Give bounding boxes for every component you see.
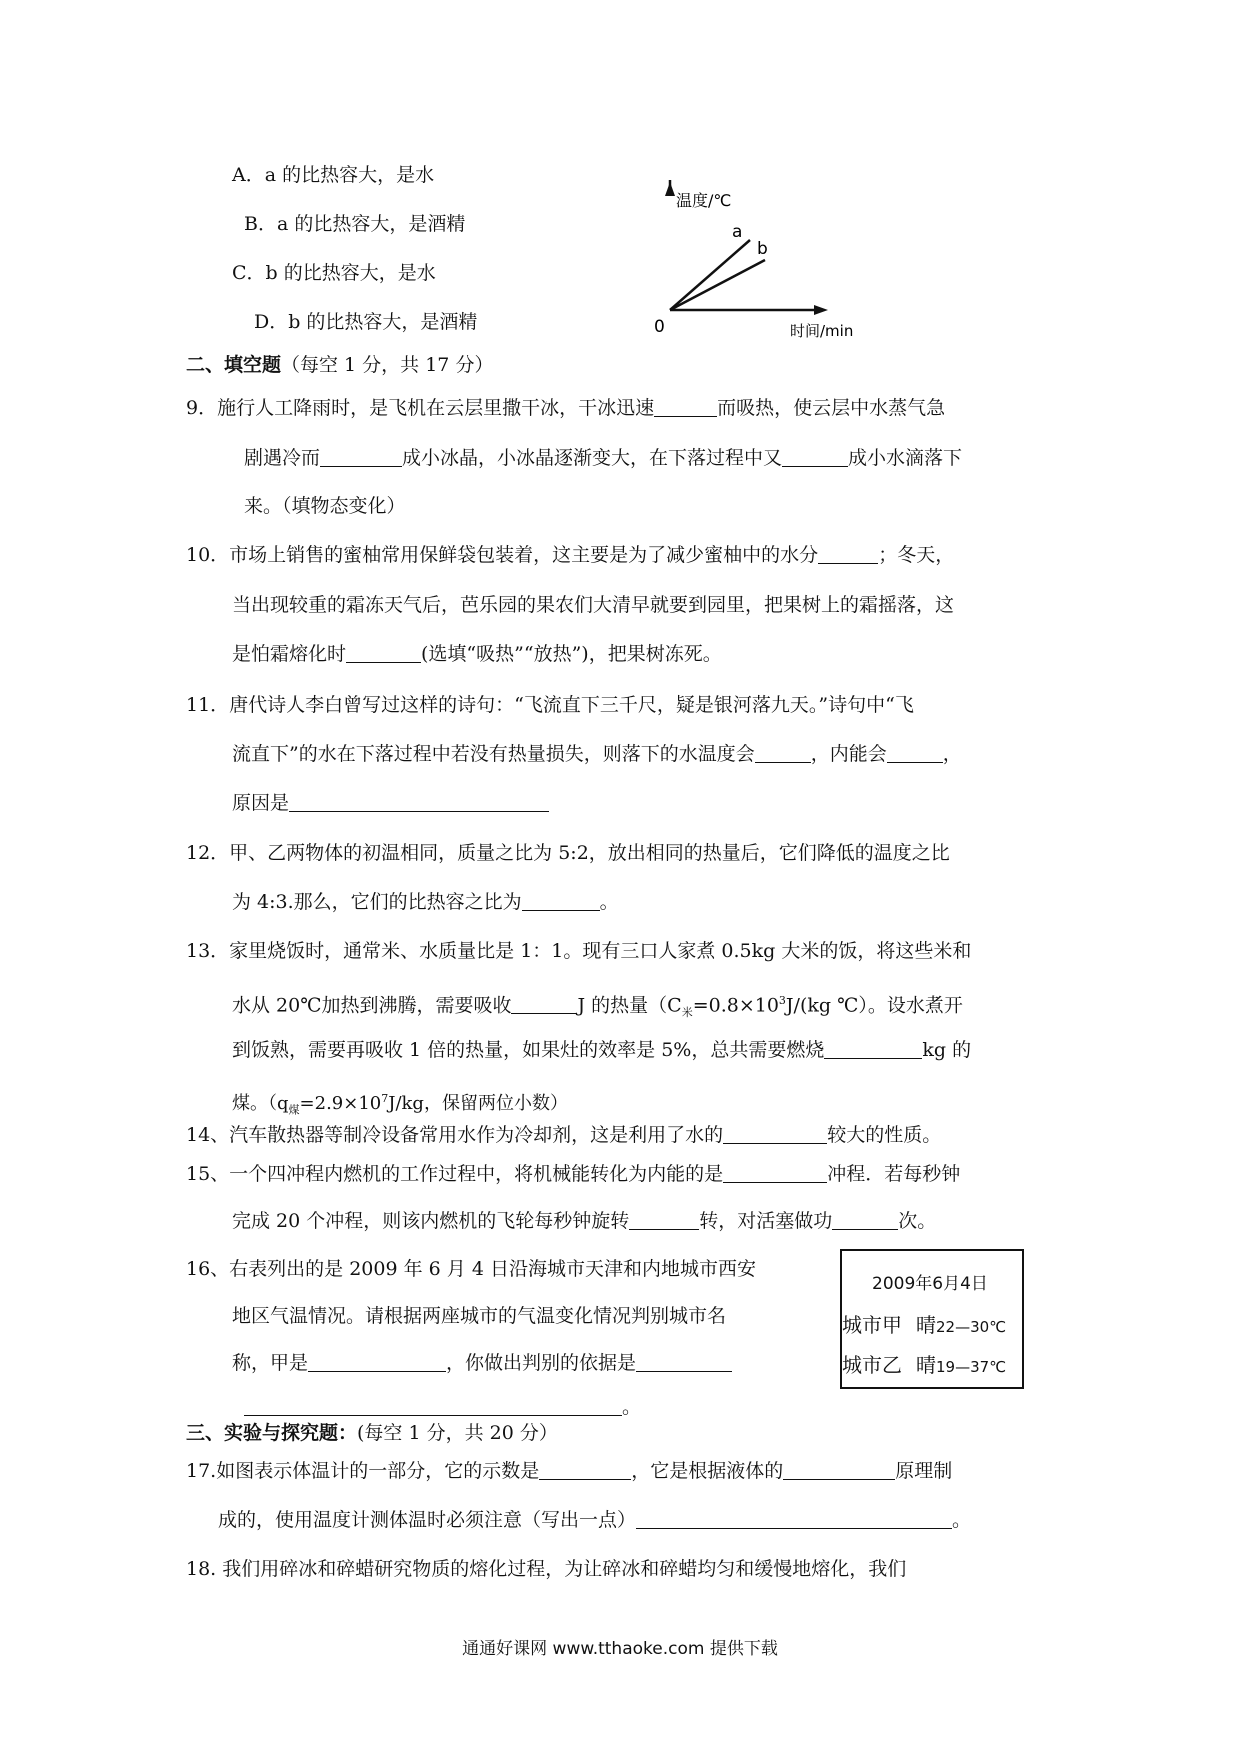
q16-blank-3[interactable] [244,1397,622,1416]
q13-blank-2[interactable] [824,1040,922,1059]
q13-text-1: 水从 20℃加热到沸腾，需要吸收 [232,994,512,1017]
q15-line1 [186,1162,960,1186]
city-temperature-table [840,1249,1024,1389]
q17-line2 [218,1508,971,1532]
q12-line2 [232,890,619,914]
table-row-city-b [842,1349,1006,1378]
page-footer: 通通好课网 www.tthaoke.com 提供下载 [462,1639,778,1659]
q13-sub-coal: 煤 [288,1103,300,1117]
q13-line4 [232,1087,568,1123]
q9-text-4: 成小冰晶，小冰晶逐渐变大，在下落过程中又 [402,447,783,469]
q16-text-1: 称，甲是 [232,1352,309,1374]
graph-ylabel: 温度/℃ [676,191,732,210]
q12-line1: 12．甲、乙两物体的初温相同，质量之比为 5:2，放出相同的热量后，它们降低的温度之比 [186,842,950,864]
q17-blank-2[interactable] [783,1461,895,1480]
q11-line1: 11．唐代诗人李白曾写过这样的诗句：“飞流直下三千尺，疑是银河落九天。”诗句中“飞 [186,694,914,716]
q13-line3 [232,1038,971,1062]
x-axis-arrow [814,305,828,315]
city-a-weather: 晴 [916,1313,936,1337]
q11-blank-3[interactable] [289,793,549,812]
q10-text-3: 是怕霜熔化时 [232,643,347,665]
q10-text-1: 10．市场上销售的蜜柚常用保鲜袋包装着，这主要是为了减少蜜柚中的水分 [186,544,819,566]
q13-text-3: =0.8×10 [692,994,779,1017]
q12-blank-1[interactable] [522,892,600,911]
q17-text-5: 。 [952,1509,972,1531]
q11-text-3: ， [942,743,962,765]
q16-line2: 地区气温情况。请根据两座城市的气温变化情况判别城市名 [232,1305,727,1327]
q10-text-2: ；冬天， [878,544,955,566]
city-b-weather: 晴 [916,1353,936,1377]
q13-sup-7: 7 [381,1092,389,1105]
q15-blank-3[interactable] [832,1211,898,1230]
q18-line1: 18. 我们用碎冰和碎蜡研究物质的熔化过程，为让碎冰和碎蜡均匀和缓慢地熔化，我们 [186,1558,907,1580]
q17-blank-3[interactable] [636,1510,952,1529]
q14-text-1: 14、汽车散热器等制冷设备常用水作为冷却剂，这是利用了水的 [186,1124,724,1146]
q10-line3 [232,642,722,666]
q16-line3 [232,1351,732,1375]
q13-text-9: J/kg，保留两位小数） [388,1093,568,1114]
q16-line4 [244,1395,641,1419]
q13-line2 [232,989,963,1025]
q15-text-2: 冲程．若每秒钟 [827,1163,961,1185]
q11-blank-2[interactable] [887,744,943,763]
section2-note: （每空 1 分，共 17 分） [281,354,494,376]
city-b-unit: ℃ [989,1358,1007,1376]
q15-text-1: 15、一个四冲程内燃机的工作过程中，将机械能转化为内能的是 [186,1163,724,1185]
q16-blank-1[interactable] [308,1353,446,1372]
city-a-temp: 22—30 [936,1318,990,1336]
q16-text-3: 。 [622,1396,642,1418]
option-a: A．a 的比热容大，是水 [232,164,435,186]
q9-text-3: 剧遇冷而 [244,447,321,469]
q9-line1 [186,396,945,420]
q17-text-4: 成的，使用温度计测体温时必须注意（写出一点） [218,1509,637,1531]
q13-blank-1[interactable] [511,995,577,1014]
section2-title: 二、填空题 [186,354,282,376]
city-b-label: 城市乙 [842,1353,902,1377]
q15-blank-1[interactable] [723,1164,827,1183]
q13-text-8: =2.9×10 [299,1093,382,1114]
q15-text-4: 转，对活塞做功 [699,1210,833,1232]
q14-blank-1[interactable] [723,1125,827,1144]
q17-blank-1[interactable] [539,1461,631,1480]
q9-blank-3[interactable] [782,448,848,467]
option-c: C．b 的比热容大，是水 [232,262,436,284]
q9-blank-2[interactable] [320,448,402,467]
q9-line3: 来。（填物态变化） [244,495,406,517]
section2-header [186,353,493,377]
city-a-label: 城市甲 [842,1313,902,1337]
q15-blank-2[interactable] [629,1211,699,1230]
graph-origin: 0 [654,317,665,337]
table-date: 2009年6月4日 [872,1274,988,1294]
section3-header [186,1421,558,1445]
q13-text-2: J 的热量（C [577,994,682,1017]
q10-blank-1[interactable] [818,545,878,564]
q11-line3 [232,791,549,815]
q10-blank-2[interactable] [346,644,421,663]
graph-label-b: b [757,239,768,259]
q9-text-5: 成小水滴落下 [848,447,963,469]
q9-text-2: 而吸热，使云层中水蒸气急 [717,397,946,419]
q15-line2 [232,1209,936,1233]
q13-text-5: 到饭熟，需要再吸收 1 倍的热量，如果灶的效率是 5%，总共需要燃烧 [232,1039,825,1061]
city-b-temp: 19—37 [936,1358,990,1376]
section3-title: 三、实验与探究题： [186,1422,358,1444]
q11-line2 [232,742,962,766]
city-a-unit: ℃ [989,1318,1007,1336]
q13-line1: 13．家里烧饭时，通常米、水质量比是 1：1。现有三口人家煮 0.5kg 大米的饭，将这些米和 [186,940,972,962]
y-axis-arrow [665,182,675,196]
graph-label-a: a [732,222,743,242]
q12-text-2: 。 [599,891,619,913]
q17-text-3: 原理制 [895,1460,953,1482]
q13-text-4: J/(kg ℃）。设水煮开 [785,994,963,1017]
q16-text-2: ，你做出判别的依据是 [446,1352,637,1374]
table-row-city-a [842,1309,1006,1338]
q9-text-1: 9．施行人工降雨时，是飞机在云层里撒干冰，干冰迅速 [186,397,655,419]
q9-line2 [244,446,962,470]
option-d: D．b 的比热容大，是酒精 [254,311,478,333]
temperature-time-graph [640,180,880,345]
q11-blank-1[interactable] [755,744,811,763]
q12-text-1: 为 4:3.那么，它们的比热容之比为 [232,891,522,913]
q14-line1 [186,1123,941,1147]
q11-text-4: 原因是 [232,792,290,814]
q16-blank-2[interactable] [636,1353,732,1372]
q14-text-2: 较大的性质。 [827,1124,942,1146]
q10-line2: 当出现较重的霜冻天气后，芭乐园的果农们大清早就要到园里，把果树上的霜摇落，这 [232,594,955,616]
q11-text-1: 流直下”的水在下落过程中若没有热量损失，则落下的水温度会 [232,743,755,765]
q9-blank-1[interactable] [654,398,717,417]
graph-xlabel: 时间/min [790,322,854,340]
q13-sub-rice: 米 [681,1006,693,1020]
q10-text-4: (选填“吸热”“放热”)，把果树冻死。 [421,643,722,665]
section3-note: (每空 1 分，共 20 分） [357,1422,558,1444]
q11-text-2: ，内能会 [810,743,887,765]
q13-text-7: 煤。（q [232,1093,289,1114]
q16-line1: 16、右表列出的是 2009 年 6 月 4 日沿海城市天津和内地城市西安 [186,1258,756,1280]
q13-sup-3: 3 [778,994,786,1007]
q13-text-6: kg 的 [922,1039,972,1061]
q10-line1 [186,543,954,567]
q15-text-3: 完成 20 个冲程，则该内燃机的飞轮每秒钟旋转 [232,1210,630,1232]
q17-text-2: ，它是根据液体的 [631,1460,784,1482]
q17-text-1: 17.如图表示体温计的一部分，它的示数是 [186,1460,540,1482]
option-b: B．a 的比热容大，是酒精 [244,213,466,235]
q17-line1 [186,1459,952,1483]
q15-text-5: 次。 [898,1210,937,1232]
